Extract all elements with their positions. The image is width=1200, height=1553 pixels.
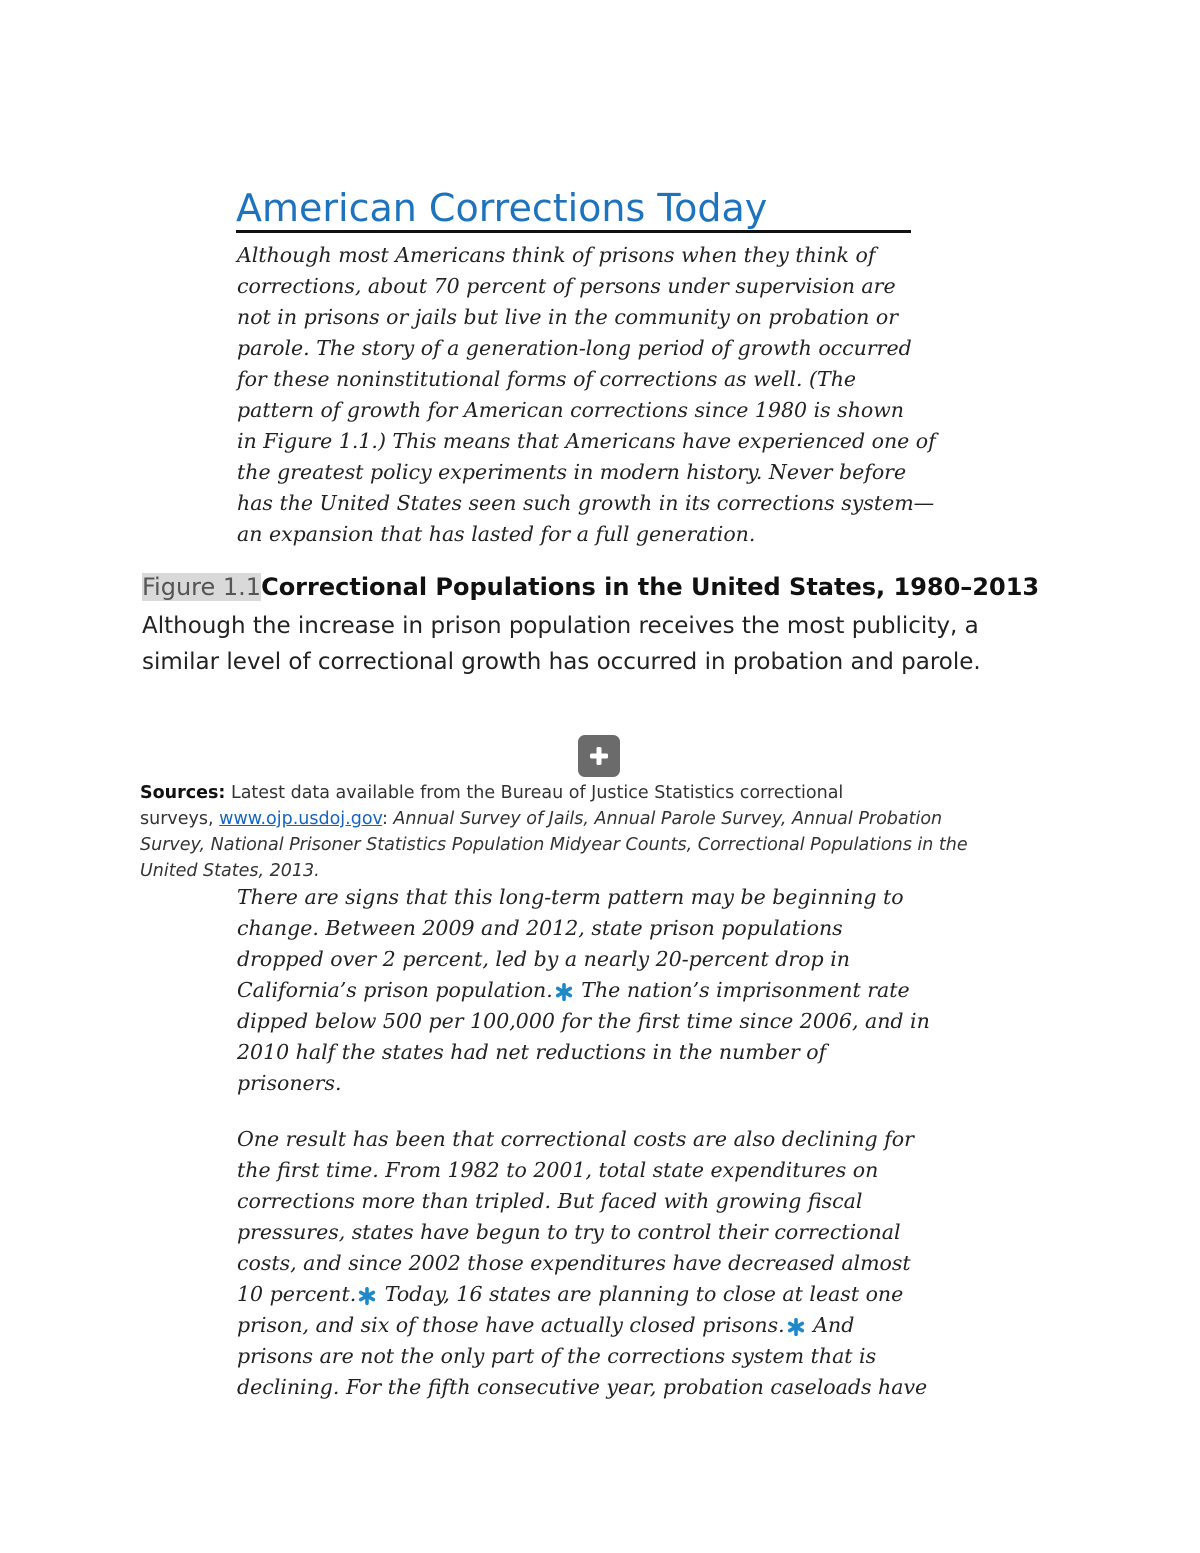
intro-line: has the United States seen such growth in its corrections system—: [237, 491, 935, 515]
sources-label: Sources:: [140, 783, 226, 803]
intro-line: parole. The story of a generation-long period of growth occurred: [237, 336, 912, 360]
paragraph-line: dipped below 500 per 100,000 for the first time since 2006, and in: [237, 1009, 930, 1033]
intro-paragraph: [237, 240, 977, 550]
sources-link[interactable]: www.ojp.usdoj.gov: [219, 809, 382, 829]
footnote-star-icon[interactable]: [555, 983, 573, 1001]
sources-text: :: [381, 809, 394, 829]
intro-line: an expansion that has lasted for a full generation.: [237, 522, 756, 546]
plus-icon: [587, 744, 611, 768]
paragraph-line: dropped over 2 percent, led by a nearly 20-percent drop in: [237, 947, 850, 971]
figure-title: Correctional Populations in the United States, 1980–2013: [261, 573, 1040, 601]
figure-heading: [142, 570, 1039, 604]
sources-titles: United States, 2013.: [140, 861, 320, 881]
figure-label: Figure 1.1: [142, 573, 262, 601]
page-title: American Corrections Today: [236, 186, 911, 233]
intro-line: Although most Americans think of prisons when they think of: [237, 243, 876, 267]
paragraph-line: One result has been that correctional costs are also declining for: [237, 1127, 914, 1151]
figure-caption: [142, 608, 981, 680]
intro-line: the greatest policy experiments in modern history. Never before: [237, 460, 907, 484]
footnote-star-icon[interactable]: [358, 1287, 376, 1305]
paragraph-line: California’s prison population. The nation’s imprisonment rate: [237, 978, 910, 1002]
expand-figure-button[interactable]: [578, 735, 620, 777]
paragraph-line: change. Between 2009 and 2012, state prison populations: [237, 916, 843, 940]
caption-line: similar level of correctional growth has occurred in probation and parole.: [142, 649, 981, 675]
caption-line: Although the increase in prison population receives the most publicity, a: [142, 613, 979, 639]
paragraph-line: 2010 half the states had net reductions in the number of: [237, 1040, 827, 1064]
paragraph-line: prisons are not the only part of the corrections system that is: [237, 1344, 877, 1368]
figure-sources: [140, 780, 1060, 884]
paragraph-line: corrections more than tripled. But faced with growing fiscal: [237, 1189, 863, 1213]
sources-titles: Survey, National Prisoner Statistics Population Midyear Counts, Correctional Populations in the: [140, 835, 968, 855]
sources-text: Latest data available from the Bureau of Justice Statistics correctional: [225, 783, 844, 803]
paragraph-line: prison, and six of those have actually closed prisons. And: [237, 1313, 855, 1337]
paragraph-line: pressures, states have begun to try to control their correctional: [237, 1220, 901, 1244]
body-paragraph: [237, 1124, 977, 1403]
body-paragraph: [237, 882, 977, 1099]
paragraph-line: prisoners.: [237, 1071, 342, 1095]
intro-line: not in prisons or jails but live in the community on probation or: [237, 305, 898, 329]
sources-titles: Annual Survey of Jails, Annual Parole Survey, Annual Probation: [393, 809, 943, 829]
intro-line: corrections, about 70 percent of persons under supervision are: [237, 274, 896, 298]
paragraph-line: declining. For the fifth consecutive year, probation caseloads have: [237, 1375, 928, 1399]
intro-line: pattern of growth for American corrections since 1980 is shown: [237, 398, 905, 422]
intro-line: in Figure 1.1.) This means that Americans have experienced one of: [237, 429, 936, 453]
paragraph-line: There are signs that this long-term pattern may be beginning to: [237, 885, 904, 909]
paragraph-line: costs, and since 2002 those expenditures have decreased almost: [237, 1251, 911, 1275]
paragraph-line: the first time. From 1982 to 2001, total state expenditures on: [237, 1158, 879, 1182]
paragraph-line: 10 percent. Today, 16 states are planning to close at least one: [237, 1282, 904, 1306]
footnote-star-icon[interactable]: [787, 1318, 805, 1336]
sources-text: surveys,: [140, 809, 220, 829]
intro-line: for these noninstitutional forms of corrections as well. (The: [237, 367, 857, 391]
